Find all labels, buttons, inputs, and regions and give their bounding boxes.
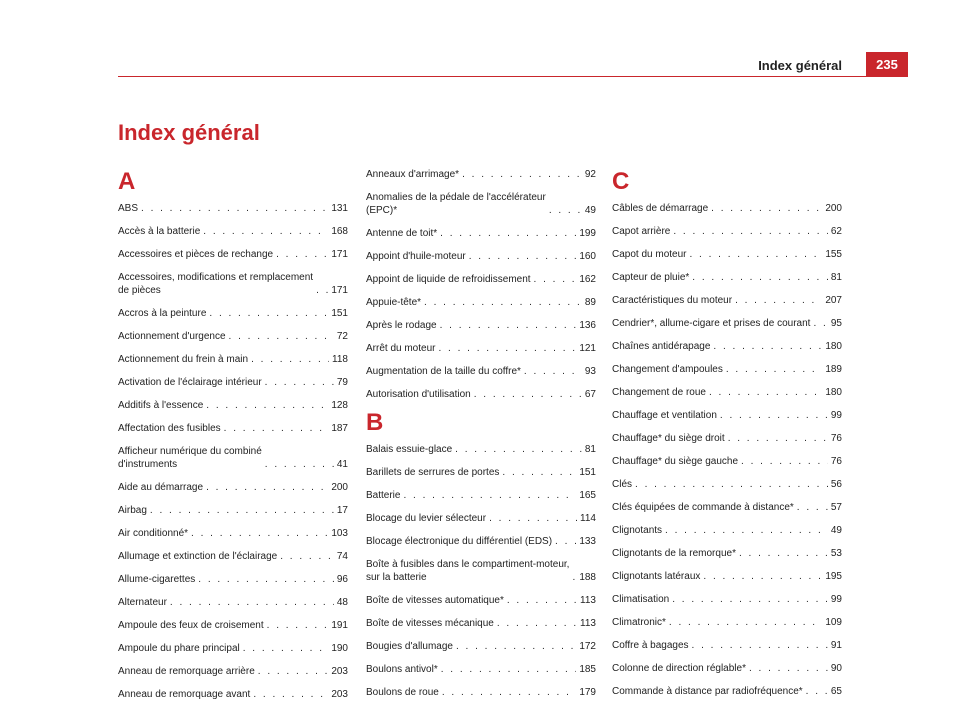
entry-page: 185 (579, 664, 596, 675)
entry-label: Appoint de liquide de refroidissement (366, 274, 531, 285)
entry-label: Autorisation d'utilisation (366, 389, 471, 400)
index-entry (366, 686, 596, 699)
index-entry (366, 365, 596, 378)
entry-label: Additifs à l'essence (118, 400, 204, 411)
entry-label: Câbles de démarrage (612, 203, 709, 214)
leader-dots (635, 478, 828, 491)
index-entry (612, 570, 842, 583)
entry-label: Capteur de pluie* (612, 272, 690, 283)
index-entry (612, 409, 842, 422)
index-column-3 (612, 168, 842, 708)
entry-page: 79 (336, 377, 348, 388)
index-entry (118, 481, 348, 494)
index-entry (612, 340, 842, 353)
entry-label: Colonne de direction réglable* (612, 663, 746, 674)
index-entry (118, 225, 348, 238)
entry-label: Anneau de remorquage arrière (118, 666, 255, 677)
entry-label: Accessoires, modifications et remplacement de pièces (118, 272, 314, 296)
entry-page: 41 (336, 459, 348, 470)
index-entry (118, 642, 348, 655)
entry-page: 180 (825, 341, 842, 352)
leader-dots (690, 248, 823, 261)
index-entry (612, 616, 842, 629)
entry-label: Coffre à bagages (612, 640, 689, 651)
entry-label: Actionnement du frein à main (118, 354, 249, 365)
entry-page: 190 (331, 643, 348, 654)
entry-label: Caractéristiques du moteur (612, 295, 733, 306)
entry-page: 165 (579, 490, 596, 501)
leader-dots (462, 168, 582, 181)
index-entry (118, 422, 348, 435)
entry-page: 72 (336, 331, 348, 342)
entry-label: Chauffage* du siège gauche (612, 456, 739, 467)
entry-page: 189 (825, 364, 842, 375)
leader-dots (265, 376, 334, 389)
index-entry (366, 594, 596, 607)
entry-label: Boulons antivol* (366, 664, 438, 675)
index-entry (612, 432, 842, 445)
entry-page: 113 (580, 618, 596, 629)
entry-label: Appuie-tête* (366, 297, 422, 308)
entry-label: Ampoule du phare principal (118, 643, 240, 654)
entry-label: Blocage du levier sélecteur (366, 513, 487, 524)
index-entry (612, 294, 842, 307)
entry-page: 171 (331, 249, 348, 260)
entry-page: 57 (830, 502, 842, 513)
index-entry (366, 663, 596, 676)
entry-page: 155 (825, 249, 842, 260)
entry-page: 81 (830, 272, 842, 283)
index-entry (366, 273, 596, 286)
index-entry (118, 271, 348, 297)
entry-label: Cendrier*, allume-cigare et prises de courant (612, 318, 811, 329)
index-entry (366, 319, 596, 332)
entry-label: Climatronic* (612, 617, 666, 628)
leader-dots (170, 596, 334, 609)
leader-dots (209, 307, 328, 320)
entry-label: Antenne de toit* (366, 228, 438, 239)
entry-label: Accès à la batterie (118, 226, 201, 237)
entry-page: 74 (336, 551, 348, 562)
leader-dots (203, 225, 328, 238)
entry-page: 113 (580, 595, 596, 606)
entry-label: Boîte de vitesses mécanique (366, 618, 494, 629)
leader-dots (258, 665, 329, 678)
leader-dots (198, 573, 334, 586)
entry-page: 91 (830, 640, 842, 651)
leader-dots (713, 340, 822, 353)
entry-label: Anneaux d'arrimage* (366, 169, 460, 180)
entry-label: Balais essuie-glace (366, 444, 453, 455)
entry-page: 199 (579, 228, 596, 239)
running-header: Index général (758, 58, 842, 73)
leader-dots (507, 594, 577, 607)
entry-page: 49 (584, 205, 596, 216)
entry-page: 187 (331, 423, 348, 434)
entry-page: 128 (331, 400, 348, 411)
leader-dots (424, 296, 582, 309)
leader-dots (813, 317, 827, 330)
index-entry (612, 524, 842, 537)
leader-dots (316, 284, 328, 297)
leader-dots (150, 504, 334, 517)
entry-page: 76 (830, 456, 842, 467)
entry-page: 118 (332, 354, 348, 365)
entry-label: Allumage et extinction de l'éclairage (118, 551, 278, 562)
index-entry (612, 225, 842, 238)
entry-page: 162 (579, 274, 596, 285)
entry-label: Augmentation de la taille du coffre* (366, 366, 521, 377)
leader-dots (720, 409, 828, 422)
leader-dots (672, 593, 828, 606)
index-entry (118, 353, 348, 366)
entry-page: 121 (579, 343, 596, 354)
entry-label: Capot du moteur (612, 249, 687, 260)
entry-label: Actionnement d'urgence (118, 331, 226, 342)
entry-label: Bougies d'allumage (366, 641, 453, 652)
entry-page: 62 (830, 226, 842, 237)
entry-label: Affectation des fusibles (118, 423, 221, 434)
index-entry (118, 202, 348, 215)
index-entry (366, 191, 596, 217)
leader-dots (206, 399, 328, 412)
leader-dots (455, 443, 582, 456)
leader-dots (267, 619, 329, 632)
page-title: Index général (118, 120, 260, 145)
leader-dots (502, 466, 576, 479)
leader-dots (806, 685, 828, 698)
section-letter: B (366, 409, 384, 436)
index-entry (118, 550, 348, 563)
leader-dots (253, 688, 328, 701)
entry-page: 49 (830, 525, 842, 536)
index-entry (118, 573, 348, 586)
leader-dots (229, 330, 334, 343)
index-entry (366, 466, 596, 479)
index-entry (118, 504, 348, 517)
entry-page: 203 (331, 666, 348, 677)
entry-page: 76 (830, 433, 842, 444)
index-entry (612, 593, 842, 606)
entry-label: Chauffage* du siège droit (612, 433, 725, 444)
leader-dots (665, 524, 828, 537)
entry-page: 207 (825, 295, 842, 306)
index-entry (612, 478, 842, 491)
entry-label: Aide au démarrage (118, 482, 204, 493)
leader-dots (403, 489, 576, 502)
entry-label: Climatisation (612, 594, 670, 605)
entry-label: Appoint d'huile-moteur (366, 251, 466, 262)
index-entry (612, 202, 842, 215)
entry-label: Clés équipées de commande à distance* (612, 502, 794, 513)
index-column-1 (118, 168, 348, 711)
entry-label: Chauffage et ventilation (612, 410, 717, 421)
leader-dots (703, 570, 822, 583)
leader-dots (572, 571, 576, 584)
leader-dots (265, 458, 334, 471)
entry-page: 136 (579, 320, 596, 331)
entry-label: Accros à la peinture (118, 308, 207, 319)
entry-page: 179 (579, 687, 596, 698)
entry-page: 93 (584, 366, 596, 377)
entry-label: Boîte à fusibles dans le compartiment-moteur, sur la batterie (366, 559, 570, 583)
entry-label: Arrêt du moteur (366, 343, 436, 354)
entry-page: 90 (830, 663, 842, 674)
entry-label: ABS (118, 203, 139, 214)
leader-dots (726, 363, 822, 376)
entry-label: Clignotants de la remorque* (612, 548, 736, 559)
index-entry (366, 512, 596, 525)
entry-label: Anneau de remorquage avant (118, 689, 251, 700)
index-entry (118, 248, 348, 261)
leader-dots (206, 481, 328, 494)
entry-page: 92 (584, 169, 596, 180)
index-entry (366, 388, 596, 401)
entry-page: 160 (579, 251, 596, 262)
leader-dots (474, 388, 582, 401)
index-entry (118, 445, 348, 471)
leader-dots (797, 501, 828, 514)
entry-page: 168 (331, 226, 348, 237)
leader-dots (456, 640, 576, 653)
entry-label: Commande à distance par radiofréquence* (612, 686, 803, 697)
entry-label: Accessoires et pièces de rechange (118, 249, 274, 260)
entry-label: Afficheur numérique du combiné d'instruments (118, 446, 262, 470)
entry-label: Alternateur (118, 597, 167, 608)
entry-label: Blocage électronique du différentiel (EDS) (366, 536, 553, 547)
leader-dots (440, 227, 576, 240)
index-entry (118, 399, 348, 412)
leader-dots (735, 294, 822, 307)
entry-label: Allume-cigarettes (118, 574, 196, 585)
index-entry (366, 489, 596, 502)
index-entry (366, 168, 596, 181)
entry-page: 99 (830, 594, 842, 605)
leader-dots (673, 225, 828, 238)
entry-page: 67 (584, 389, 596, 400)
index-entry (366, 443, 596, 456)
leader-dots (497, 617, 577, 630)
index-entry (612, 685, 842, 698)
index-entry (612, 317, 842, 330)
entry-page: 200 (331, 482, 348, 493)
index-entry (612, 501, 842, 514)
leader-dots (438, 342, 576, 355)
leader-dots (534, 273, 577, 286)
header-rule (118, 76, 908, 77)
index-entry (366, 227, 596, 240)
entry-page: 172 (579, 641, 596, 652)
entry-label: Clignotants latéraux (612, 571, 701, 582)
leader-dots (692, 271, 828, 284)
index-entry (612, 363, 842, 376)
entry-page: 151 (331, 308, 348, 319)
leader-dots (280, 550, 334, 563)
entry-label: Capot arrière (612, 226, 671, 237)
entry-label: Activation de l'éclairage intérieur (118, 377, 262, 388)
index-entry (612, 386, 842, 399)
index-entry (118, 688, 348, 701)
entry-page: 65 (830, 686, 842, 697)
entry-label: Ampoule des feux de croisement (118, 620, 264, 631)
entry-page: 99 (830, 410, 842, 421)
entry-label: Airbag (118, 505, 147, 516)
leader-dots (749, 662, 828, 675)
entry-label: Barillets de serrures de portes (366, 467, 500, 478)
index-entry (118, 619, 348, 632)
leader-dots (191, 527, 328, 540)
leader-dots (728, 432, 828, 445)
entry-page: 81 (584, 444, 596, 455)
leader-dots (141, 202, 328, 215)
index-entry (118, 665, 348, 678)
entry-page: 191 (331, 620, 348, 631)
index-entry (366, 617, 596, 630)
leader-dots (741, 455, 828, 468)
entry-page: 195 (825, 571, 842, 582)
entry-page: 188 (579, 572, 596, 583)
index-entry (118, 307, 348, 320)
leader-dots (524, 365, 582, 378)
entry-page: 96 (336, 574, 348, 585)
entry-label: Changement d'ampoules (612, 364, 723, 375)
index-entry (612, 662, 842, 675)
entry-page: 151 (579, 467, 596, 478)
index-entry (118, 527, 348, 540)
entry-page: 17 (336, 505, 348, 516)
leader-dots (441, 663, 577, 676)
index-entry (612, 639, 842, 652)
leader-dots (243, 642, 329, 655)
entry-page: 114 (580, 513, 596, 524)
leader-dots (555, 535, 576, 548)
entry-label: Clés (612, 479, 633, 490)
index-entry (612, 547, 842, 560)
section-letter: A (118, 168, 136, 195)
index-entry (612, 271, 842, 284)
entry-label: Boulons de roue (366, 687, 439, 698)
leader-dots (440, 319, 577, 332)
leader-dots (692, 639, 828, 652)
entry-page: 103 (331, 528, 348, 539)
index-entry (366, 640, 596, 653)
leader-dots (709, 386, 822, 399)
index-entry (612, 455, 842, 468)
index-entry (118, 376, 348, 389)
index-entry (118, 330, 348, 343)
entry-label: Après le rodage (366, 320, 437, 331)
leader-dots (251, 353, 329, 366)
entry-page: 131 (331, 203, 348, 214)
index-entry (366, 250, 596, 263)
entry-page: 48 (336, 597, 348, 608)
leader-dots (276, 248, 328, 261)
index-entry (366, 342, 596, 355)
leader-dots (739, 547, 828, 560)
entry-page: 53 (830, 548, 842, 559)
index-entry (118, 596, 348, 609)
leader-dots (469, 250, 577, 263)
entry-page: 109 (825, 617, 842, 628)
leader-dots (442, 686, 576, 699)
entry-label: Chaînes antidérapage (612, 341, 711, 352)
leader-dots (489, 512, 577, 525)
entry-label: Anomalies de la pédale de l'accélérateur (EPC)* (366, 192, 546, 216)
entry-page: 171 (331, 285, 348, 296)
index-entry (366, 296, 596, 309)
entry-page: 180 (825, 387, 842, 398)
entry-label: Batterie (366, 490, 401, 501)
entry-label: Changement de roue (612, 387, 706, 398)
entry-page: 95 (830, 318, 842, 329)
page-number: 235 (866, 52, 908, 76)
leader-dots (711, 202, 822, 215)
index-entry (366, 535, 596, 548)
index-column-2 (366, 168, 596, 709)
entry-page: 200 (825, 203, 842, 214)
entry-page: 133 (579, 536, 596, 547)
entry-label: Air conditionné* (118, 528, 189, 539)
leader-dots (669, 616, 822, 629)
entry-label: Clignotants (612, 525, 663, 536)
entry-page: 89 (584, 297, 596, 308)
entry-page: 203 (331, 689, 348, 700)
entry-label: Boîte de vitesses automatique* (366, 595, 504, 606)
index-entry (366, 558, 596, 584)
leader-dots (224, 422, 329, 435)
section-letter: C (612, 168, 630, 195)
index-entry (612, 248, 842, 261)
entry-page: 56 (830, 479, 842, 490)
leader-dots (549, 204, 582, 217)
